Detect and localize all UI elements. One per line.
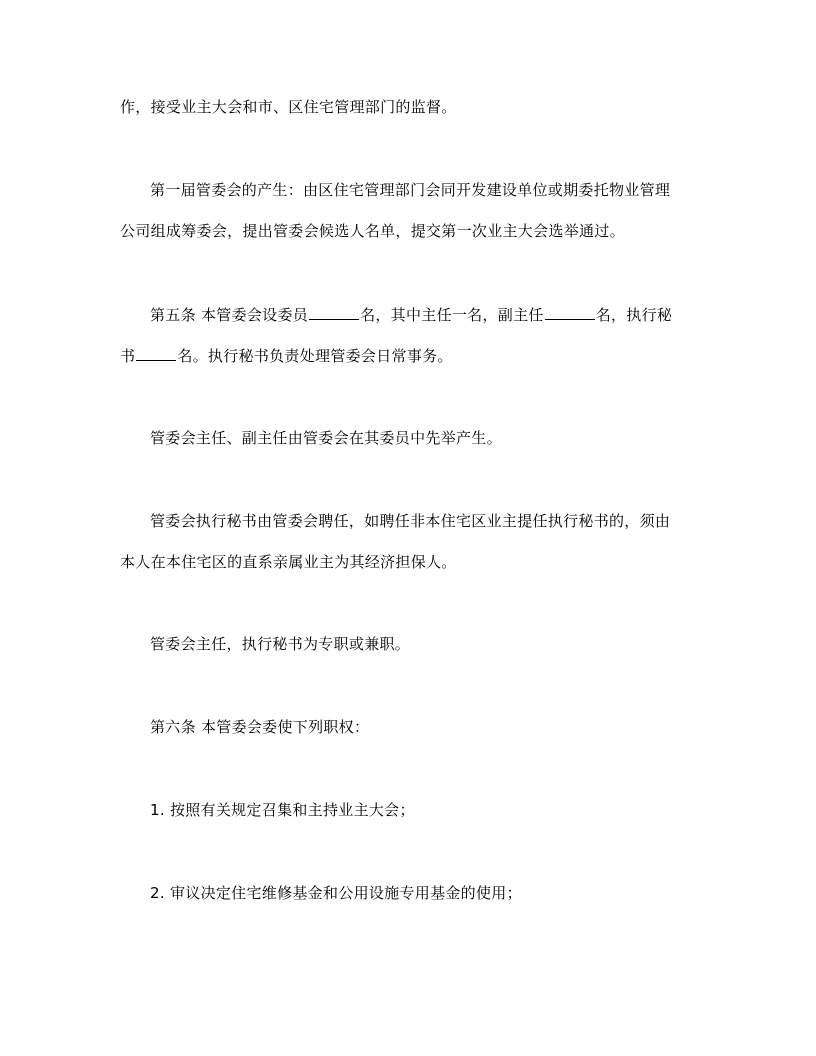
article-5-line-1 [150,304,740,325]
article-5-line-2 [120,345,710,366]
article-5-text: 名。执行秘书负责处理管委会日常事务。 [177,347,453,365]
list-item: 1. 按照有关规定召集和主持业主大会； [150,801,415,819]
paragraph-line: 作，接受业主大会和市、区住宅管理部门的监督。 [120,98,457,116]
fill-blank [545,304,595,320]
article-6-heading: 第六条 本管委会委使下列职权： [150,718,370,736]
paragraph-first-committee: 第一届管委会的产生：由区住宅管理部门会同开发建设单位或期委托物业管理 [150,181,671,199]
list-item: 2. 审议决定住宅维修基金和公用设施专用基金的使用； [150,884,522,902]
paragraph-line: 管委会执行秘书由管委会聘任，如聘任非本住宅区业主提任执行秘书的，须由 [150,512,671,530]
paragraph-line: 本人在本住宅区的直系亲属业主为其经济担保人。 [120,553,457,571]
fill-blank [309,304,359,320]
fill-blank [136,345,176,361]
article-5-text: 名，其中主任一名，副主任 [360,306,544,324]
article-5-text: 名，执行秘 [595,306,673,324]
article-5-text: 第五条 本管委会设委员 [150,306,309,324]
paragraph-line: 管委会主任、副主任由管委会在其委员中先举产生。 [150,429,502,447]
paragraph-line: 公司组成筹委会，提出管委会候选人名单，提交第一次业主大会选举通过。 [120,222,625,240]
article-5-text: 书 [120,347,136,365]
paragraph-line: 管委会主任，执行秘书为专职或兼职。 [150,635,411,653]
